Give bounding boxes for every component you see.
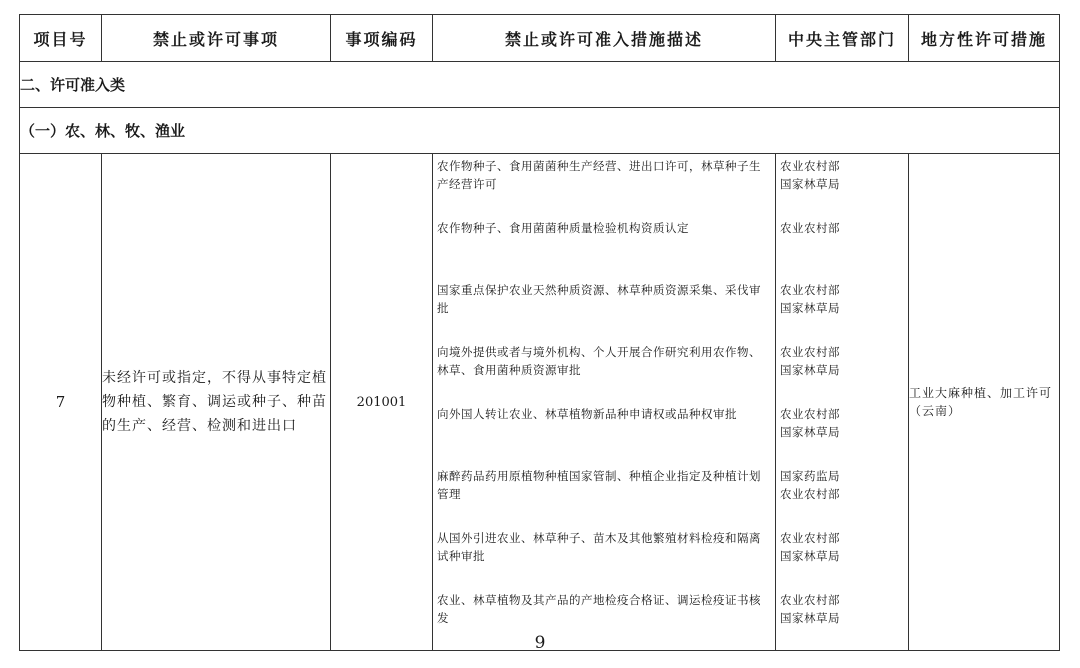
department-name: 农业农村部 xyxy=(780,407,840,421)
item-code: 201001 xyxy=(331,154,433,651)
department-name: 国家林草局 xyxy=(780,611,840,625)
measure-description-cell xyxy=(433,154,776,651)
subsection-title: （一）农、林、牧、渔业 xyxy=(20,108,1060,154)
measure-description: 农业、林草植物及其产品的产地检疫合格证、调运检疫证书核发 xyxy=(437,593,761,625)
measure-description: 向境外提供或者与境外机构、个人开展合作研究利用农作物、林草、食用菌种质资源审批 xyxy=(437,345,761,377)
measure-description: 农作物种子、食用菌菌种生产经营、进出口许可，林草种子生产经营许可 xyxy=(437,159,761,191)
central-department-cell xyxy=(776,154,909,651)
department-name: 农业农村部 xyxy=(780,221,840,235)
permit-table xyxy=(19,14,1060,651)
department-name: 农业农村部 xyxy=(780,487,840,501)
department-entry xyxy=(776,464,908,526)
table-row xyxy=(20,154,1060,651)
subsection-row xyxy=(20,108,1060,154)
item-number: 7 xyxy=(20,154,102,651)
department-name: 农业农村部 xyxy=(780,345,840,359)
department-name: 农业农村部 xyxy=(780,283,840,297)
department-name: 国家林草局 xyxy=(780,425,840,439)
department-name: 农业农村部 xyxy=(780,159,840,173)
measure-description: 从国外引进农业、林草种子、苗木及其他繁殖材料检疫和隔离试种审批 xyxy=(437,531,761,563)
measure-description: 向外国人转让农业、林草植物新品种申请权或品种权审批 xyxy=(437,407,737,421)
department-name: 国家林草局 xyxy=(780,301,840,315)
section-row xyxy=(20,62,1060,108)
department-entry xyxy=(776,278,908,340)
measure-description: 麻醉药品药用原植物种植国家管制、种植企业指定及种植计划管理 xyxy=(437,469,761,501)
header-item-number: 项目号 xyxy=(20,15,102,62)
header-local-measure: 地方性许可措施 xyxy=(909,15,1060,62)
department-name: 国家药监局 xyxy=(780,469,840,483)
header-row xyxy=(20,15,1060,62)
department-entry xyxy=(776,402,908,464)
department-entry xyxy=(776,216,908,278)
department-name: 国家林草局 xyxy=(780,363,840,377)
department-name: 农业农村部 xyxy=(780,531,840,545)
local-measure: 工业大麻种植、加工许可（云南） xyxy=(909,154,1060,651)
measure-description: 农作物种子、食用菌菌种质量检验机构资质认定 xyxy=(437,221,689,235)
item-name: 未经许可或指定，不得从事特定植物种植、繁育、调运或种子、种苗的生产、经营、检测和进出口 xyxy=(102,154,331,651)
department-name: 国家林草局 xyxy=(780,549,840,563)
department-name: 国家林草局 xyxy=(780,177,840,191)
page-number: 9 xyxy=(534,633,546,653)
section-title: 二、许可准入类 xyxy=(20,62,1060,108)
header-central-department: 中央主管部门 xyxy=(776,15,909,62)
header-item-name: 禁止或许可事项 xyxy=(102,15,331,62)
header-measure-description: 禁止或许可准入措施描述 xyxy=(433,15,776,62)
department-entry xyxy=(776,340,908,402)
measure-description: 国家重点保护农业天然种质资源、林草种质资源采集、采伐审批 xyxy=(437,283,761,315)
department-entry xyxy=(776,526,908,588)
department-name: 农业农村部 xyxy=(780,593,840,607)
department-entry xyxy=(776,154,908,216)
header-item-code: 事项编码 xyxy=(331,15,433,62)
